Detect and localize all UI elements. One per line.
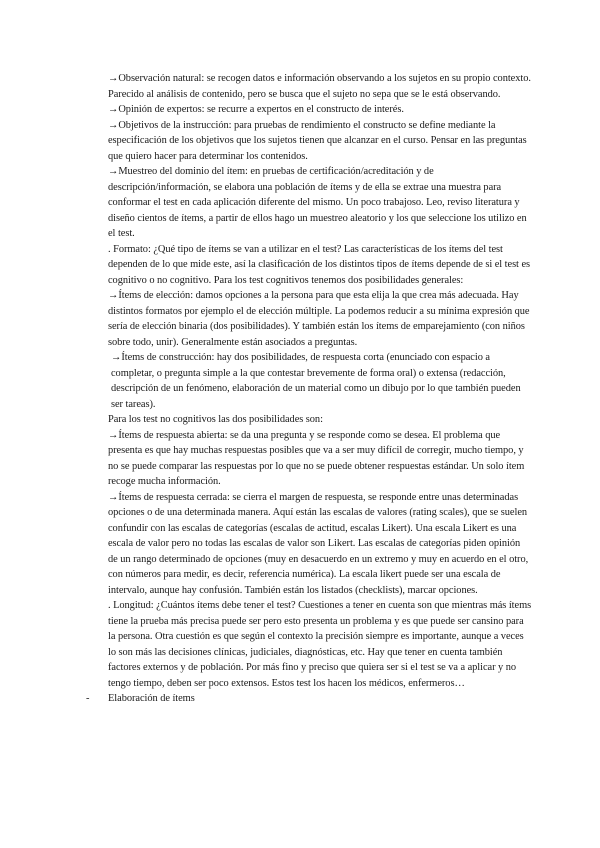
paragraph-longitud: . Longitud: ¿Cuántos ítems debe tener el test? Cuestiones a tener en cuenta son que mientras más ítems tiene la prueba más precisa puede ser pero esto presenta un problema y es que puede ser cansino para la persona. Otra cuestión es que según el contexto la precisión siempre es importante, aunque a veces lo son más las decisiones clínicas, judiciales, diagnósticas, etc. Hay que tener en cuenta también factores externos y de población. Por más fino y preciso que quiera ser si el test se va a aplicar y no tengo tiempo, deben ser poco extensos. Estos test los hacen los médicos, enfermeros… [108,600,532,689]
paragraph-respuesta-cerrada: →Ítems de respuesta cerrada: se cierra el margen de respuesta, se responde entre unas determinadas opciones o de una determinada manera. Aquí están las escalas de valores (rating scales), que se suelen confundir con las escalas de categorías (escalas de actitud, escalas Likert). Una escala Likert es una escala de valor pero no todas las escalas de valor son Likert. Las escalas de categorías piden opinión de un rango determinado de opciones (muy en desacuerdo en un extremo y muy en acuerdo en el otro, con números para medir, es decir, referencia numérica). La escala likert puede ser una escala de intervalo, aunque hay confusión. También están los listados (checklists), marcar opciones. [108,491,529,596]
bullet-marker: - [86,693,90,704]
bullet-item-elaboracion [86,691,532,707]
paragraph-opinion-expertos: →Opinión de expertos: se recurre a expertos en el constructo de interés. [108,104,404,115]
paragraph-items-construccion: →Ítems de construcción: hay dos posibilidades, de respuesta corta (enunciado con espacio a completar, o pregunta simple a la que contestar brevemente de forma oral) o extensa (redacción, descripción de un fenómeno, elaboración de un material como un dibujo por lo que también pueden ser tareas). [111,352,521,410]
paragraph-respuesta-abierta: →Ítems de respuesta abierta: se da una pregunta y se responde como se desea. El problema que presenta es que hay muchas respuestas posibles que va a ser muy difícil de corregir, mucho tiempo, y no se puede comparar las respuestas por lo que no se puede obtener respuestas estándar. Un solo ítem recoge mucha información. [108,429,525,487]
document-body [86,71,532,707]
paragraph-items-eleccion: →Ítems de elección: damos opciones a la persona para que esta elija la que crea más adecuada. Hay distintos formatos por ejemplo el de elección múltiple. La podemos reducir a su mínima expresión que sería de elección binaria (dos posibilidades). Y también están los ítems de emparejamiento (con niños sobre todo, unir). Generalmente están asociados a preguntas. [108,290,530,348]
paragraph-muestreo-dominio: →Muestreo del dominio del ítem: en pruebas de certificación/acreditación y de descripción/información, se elabora una población de ítems y de ella se extrae una muestra para conformar el test en cada aplicación diferente del mismo. Un poco trabajoso. Leo, reviso literatura y diseño cientos de ítems, a partir de ellos hago un muestreo aleatorio y los que seleccione los utilizo en el test. [108,166,527,239]
bullet-text: Elaboración de ítems [108,693,195,704]
paragraph-objetivos-instruccion: →Objetivos de la instrucción: para pruebas de rendimiento el constructo se define mediante la especificación de los objetivos que los sujetos tienen que alcanzar en el curso. Pensar en las preguntas que quiero hacer para determinar los contenidos. [108,119,527,162]
paragraph-formato: . Formato: ¿Qué tipo de ítems se van a utilizar en el test? Las características de los ítems del test dependen de lo que mide este, así la clasificación de los distintos tipos de ítems depende de si el test es cognitivo o no cognitivo. Para los test cognitivos tenemos dos posibilidades generales: [108,243,530,286]
paragraph-test-no-cognitivos: Para los test no cognitivos las dos posibilidades son: [108,414,323,425]
paragraph-observacion-natural: →Observación natural: se recogen datos e información observando a los sujetos en su propio contexto. Parecido al análisis de contenido, pero se busca que el sujeto no sepa que se le está observando. [108,73,531,100]
